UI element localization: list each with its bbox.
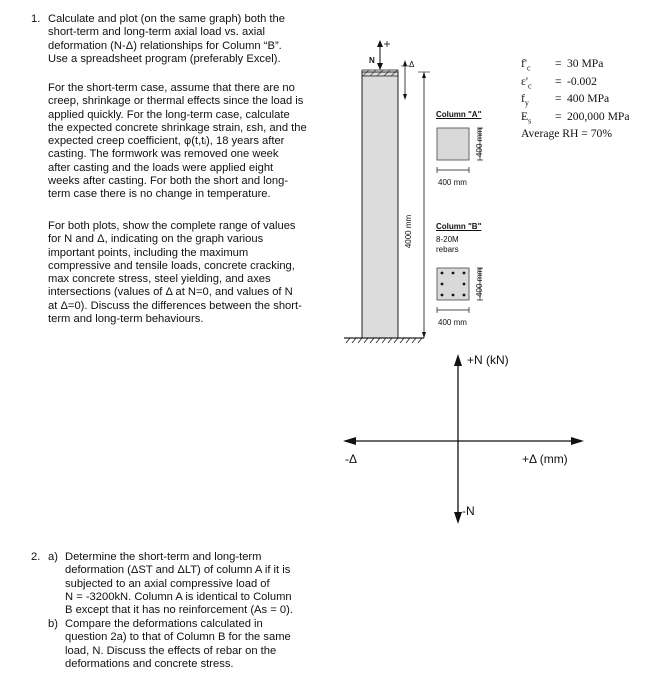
- text-line: max concrete stress, steel yielding, and axes: [48, 273, 271, 286]
- text-line: for N and Δ, indicating on the graph various: [48, 233, 264, 246]
- n-delta-axes: [343, 354, 584, 524]
- text-line: question 2a) to that of Column B for the same: [65, 631, 291, 644]
- text-line: short-term and long-term axial load vs. axial: [48, 26, 266, 39]
- average-rh: Average RH = 70%: [521, 127, 612, 141]
- load-label: N: [369, 56, 375, 65]
- equals-sign: =: [555, 74, 562, 88]
- axis-label-pos-delta: +Δ (mm): [522, 452, 568, 466]
- column-a-section: [437, 128, 469, 160]
- text-line: Compare the deformations calculated in: [65, 618, 263, 630]
- column-body: [362, 72, 398, 338]
- text-line: casting. The formwork was removed one week: [48, 148, 279, 161]
- delta-arrow: [401, 60, 409, 100]
- property-value: 30 MPa: [567, 57, 604, 70]
- text-line: at Δ=0). Discuss the differences between the short-: [48, 299, 302, 312]
- load-arrow: [377, 40, 390, 70]
- question-2b-marker: b): [48, 618, 58, 630]
- property-value: -0.002: [567, 74, 597, 88]
- property-symbol: $f_y$: [521, 92, 529, 108]
- text-line: deformation (N-Δ) relationships for Column “B”.: [48, 39, 282, 52]
- text-line: the expected concrete shrinkage strain, εsh, and the: [48, 121, 307, 134]
- property-symbol: $E_s$: [521, 109, 532, 125]
- question-2-number: 2.: [31, 551, 41, 563]
- question-2b-text: [65, 618, 291, 671]
- text-line: subjected to an axial compressive load of: [65, 577, 270, 590]
- text-line: after casting and the loads were applied eight: [48, 161, 274, 174]
- column-top-cap: [362, 70, 398, 76]
- axis-label-neg-delta: -Δ: [345, 452, 358, 466]
- text-line: Calculate and plot (on the same graph) both the: [48, 13, 285, 25]
- text-line: term case there is no change in temperature.: [48, 188, 271, 201]
- ground-hatch: [346, 338, 422, 343]
- text-line: For the short-term case, assume that there are no: [48, 82, 295, 94]
- column-a-width-dim: [437, 167, 469, 173]
- property-value: 200,000 MPa: [567, 109, 630, 123]
- text-line: important points, including the maximum: [48, 246, 249, 259]
- column-b-height-label: 400 mm: [474, 268, 484, 297]
- column-a-title: Column "A": [436, 110, 482, 119]
- column-b-rebars-line2: rebars: [436, 245, 459, 254]
- question-2a-marker: a): [48, 551, 58, 563]
- property-symbol: $f'_c$: [521, 57, 531, 73]
- column-a-width-label: 400 mm: [438, 178, 467, 187]
- question-1-number: 1.: [31, 13, 41, 25]
- text-line: load, N. Discuss the effects of rebar on the: [65, 644, 277, 657]
- column-b-width-label: 400 mm: [438, 318, 467, 327]
- text-line: deformation (ΔST and ΔLT) of column A if it is: [65, 564, 291, 577]
- text-line: creep, shrinkage or thermal effects since the load is: [48, 95, 304, 108]
- text-line: weeks after casting. For both the short and long-: [48, 175, 289, 188]
- text-line: expected creep coefficient, φ(t,tᵢ), 18 years after: [48, 135, 285, 148]
- axis-label-pos-n: +N (kN): [467, 353, 509, 367]
- text-line: deformations and concrete stress.: [65, 657, 234, 670]
- equals-sign: =: [555, 109, 562, 123]
- equals-sign: =: [555, 57, 562, 70]
- column-b-width-dim: [437, 307, 469, 313]
- text-line: For both plots, show the complete range of values: [48, 220, 296, 232]
- column-b-rebars-line1: 8-20M: [436, 235, 459, 244]
- height-label: 4000 mm: [404, 214, 414, 249]
- text-line: Determine the short-term and long-term: [65, 551, 262, 563]
- axis-label-neg-n: -N: [462, 504, 475, 518]
- column-a-height-label: 400 mm: [474, 128, 484, 157]
- text-line: intersections (values of Δ at N=0, and values of N: [48, 286, 293, 299]
- text-line: Use a spreadsheet program (preferably Excel).: [48, 52, 281, 65]
- text-line: applied quickly. For the long-term case, calculate: [48, 108, 290, 121]
- text-line: B except that it has no reinforcement (As = 0).: [65, 604, 293, 617]
- text-line: compressive and tensile loads, concrete cracking,: [48, 259, 295, 272]
- property-symbol: $\varepsilon'_c$: [521, 74, 532, 90]
- column-b-title: Column "B": [436, 222, 482, 231]
- equals-sign: =: [555, 92, 562, 106]
- height-dimension: [418, 72, 430, 338]
- property-value: 400 MPa: [567, 92, 610, 106]
- text-line: N = -3200kN. Column A is identical to Column: [65, 590, 292, 603]
- delta-label: Δ: [409, 60, 415, 69]
- text-line: term and long-term behaviours.: [48, 313, 204, 326]
- question-2a-text: [65, 551, 293, 617]
